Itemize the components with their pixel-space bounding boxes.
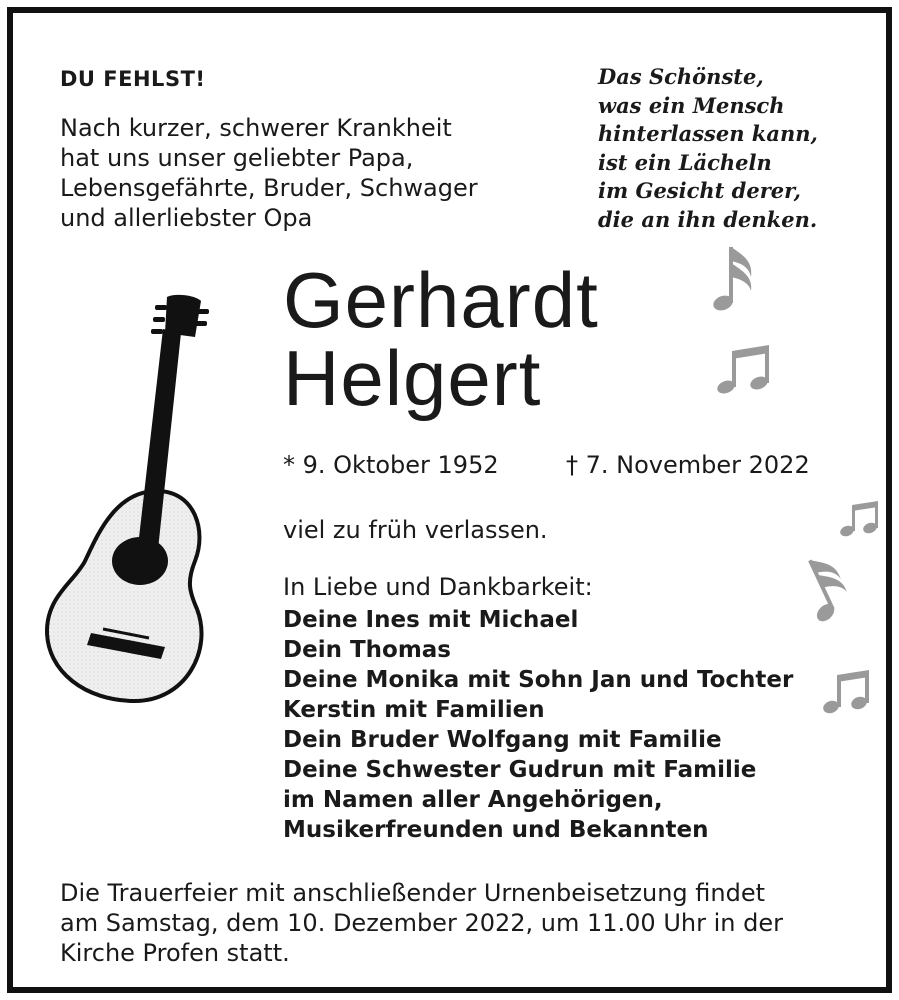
beamed-notes-icon (839, 497, 881, 539)
quote-line: was ein Mensch (598, 92, 785, 118)
funeral-line: Die Trauerfeier mit anschließender Urnenbeisetzung findet (60, 879, 766, 907)
intro-line: und allerliebster Opa (60, 204, 313, 232)
quote-line: ist ein Lächeln (598, 149, 772, 175)
mourner-line: Deine Monika mit Sohn Jan und Tochter (283, 667, 794, 693)
mourner-line: Dein Thomas (283, 637, 451, 663)
intro-line: hat uns unser geliebter Papa, (60, 144, 414, 172)
intro-line: Lebensgefährte, Bruder, Schwager (60, 174, 478, 202)
intro-line: Nach kurzer, schwerer Krankheit (60, 114, 452, 142)
funeral-line: Kirche Profen statt. (60, 939, 290, 967)
funeral-line: am Samstag, dem 10. Dezember 2022, um 11.00 Uhr in der (60, 909, 783, 937)
sixteenth-note-icon (709, 241, 759, 316)
last-name: Helgert (283, 334, 542, 422)
guitar-icon (45, 291, 225, 711)
memorial-quote (598, 63, 838, 234)
birth-date: * 9. Oktober 1952 (283, 451, 499, 479)
mourner-line: im Namen aller Angehörigen, (283, 787, 663, 813)
mourner-line: Musikerfreunden und Bekannten (283, 817, 709, 843)
mourner-line: Deine Schwester Gudrun mit Familie (283, 757, 757, 783)
mourners-list (283, 605, 793, 845)
notice-heading: DU FEHLST! (60, 67, 206, 91)
mourner-line: Dein Bruder Wolfgang mit Familie (283, 727, 722, 753)
sixteenth-note-icon (799, 551, 849, 626)
quote-line: Das Schönste, (598, 64, 764, 89)
thanks-intro: In Liebe und Dankbarkeit: (283, 573, 593, 601)
beamed-notes-icon (821, 665, 873, 717)
mourner-line: Kerstin mit Familien (283, 697, 545, 723)
death-date: † 7. November 2022 (566, 451, 810, 479)
left-early-text: viel zu früh verlassen. (283, 516, 548, 544)
quote-line: die an ihn denken. (598, 206, 818, 232)
intro-text (60, 113, 530, 233)
first-name: Gerhardt (283, 256, 599, 344)
life-dates (283, 451, 843, 479)
mourner-line: Deine Ines mit Michael (283, 607, 579, 633)
deceased-name (283, 256, 599, 422)
beamed-notes-icon (715, 339, 775, 399)
notice-frame (7, 7, 892, 993)
funeral-info (60, 878, 860, 968)
quote-line: im Gesicht derer, (598, 178, 801, 203)
quote-line: hinterlassen kann, (598, 121, 818, 146)
